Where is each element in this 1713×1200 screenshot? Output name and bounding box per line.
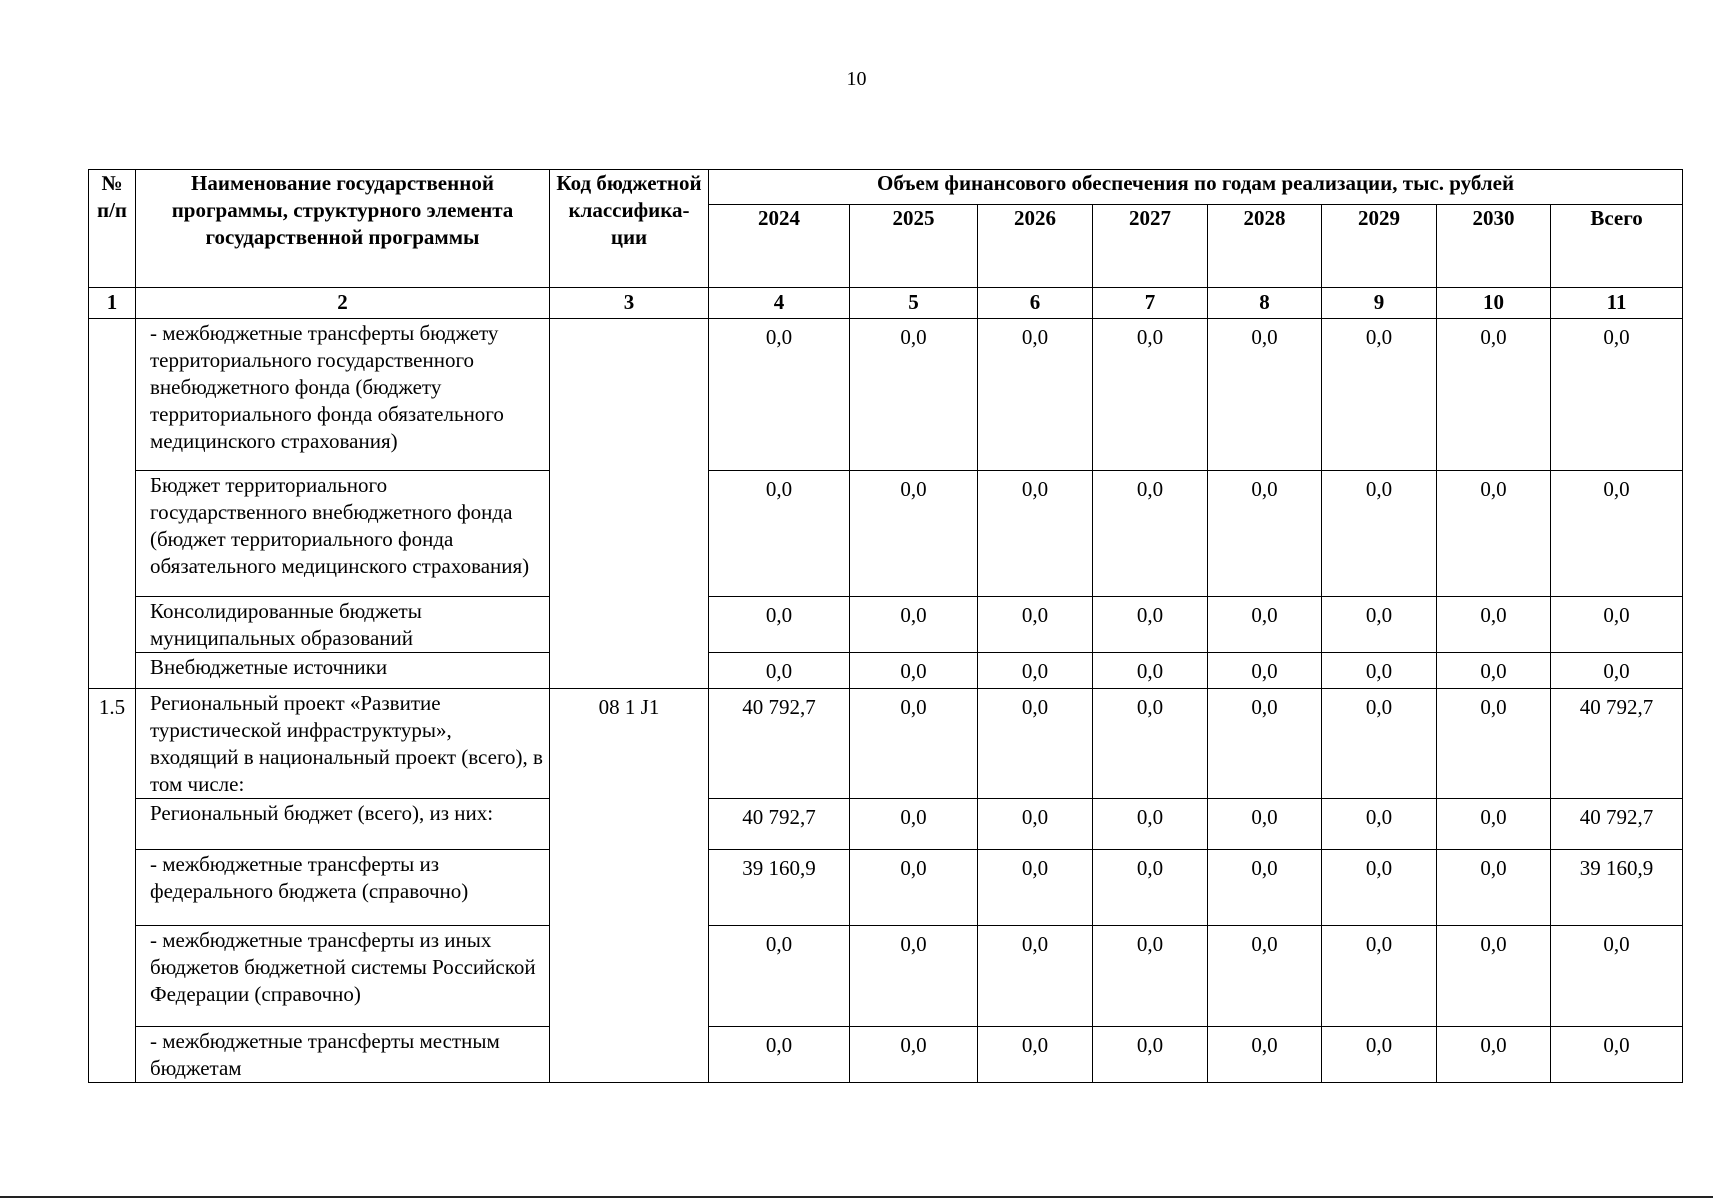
- row-number: [89, 319, 136, 689]
- row-name: Внебюджетные источники: [136, 653, 550, 689]
- table-row: [89, 653, 1683, 689]
- table-row: [89, 689, 1683, 799]
- value-cell: 0,0: [1093, 597, 1208, 653]
- value-cell: 0,0: [1208, 850, 1322, 926]
- column-index-row: [89, 288, 1683, 319]
- page-bottom-rule: [0, 1196, 1713, 1198]
- value-cell: 0,0: [1208, 597, 1322, 653]
- value-cell: 0,0: [1437, 597, 1551, 653]
- value-cell: 0,0: [709, 926, 850, 1027]
- column-index-5: 6: [978, 288, 1093, 319]
- value-cell: 0,0: [1437, 850, 1551, 926]
- header-year-5: 2029: [1322, 205, 1437, 288]
- row-name: Региональный проект «Развитие туристической инфраструктуры», входящий в национальный проект (всего), в том числе:: [136, 689, 550, 799]
- value-cell: 0,0: [1437, 319, 1551, 471]
- value-cell: 0,0: [1093, 319, 1208, 471]
- value-cell: 0,0: [978, 689, 1093, 799]
- value-cell: 0,0: [978, 471, 1093, 597]
- value-cell: 0,0: [850, 597, 978, 653]
- value-cell: 39 160,9: [1551, 850, 1683, 926]
- column-index-9: 10: [1437, 288, 1551, 319]
- value-cell: 0,0: [1322, 799, 1437, 850]
- header-col-volume: Объем финансового обеспечения по годам реализации, тыс. рублей: [709, 170, 1683, 205]
- value-cell: 0,0: [1208, 319, 1322, 471]
- value-cell: 0,0: [850, 1027, 978, 1083]
- value-cell: 0,0: [1093, 799, 1208, 850]
- value-cell: 0,0: [978, 319, 1093, 471]
- value-cell: 0,0: [850, 850, 978, 926]
- header-year-7: Всего: [1551, 205, 1683, 288]
- column-index-6: 7: [1093, 288, 1208, 319]
- financing-table: [88, 169, 1683, 1083]
- row-name: Консолидированные бюджеты муниципальных образований: [136, 597, 550, 653]
- value-cell: 0,0: [850, 799, 978, 850]
- table-row: [89, 799, 1683, 850]
- value-cell: 0,0: [978, 850, 1093, 926]
- value-cell: 0,0: [978, 926, 1093, 1027]
- row-name: - межбюджетные трансферты бюджету территориального государственного внебюджетного фонда (бюджету территориального фонда обязательного медицинского страхования): [136, 319, 550, 471]
- column-index-7: 8: [1208, 288, 1322, 319]
- header-year-4: 2028: [1208, 205, 1322, 288]
- row-name: Бюджет территориального государственного внебюджетного фонда (бюджет территориального фонда обязательного медицинского страхования): [136, 471, 550, 597]
- value-cell: 0,0: [1551, 597, 1683, 653]
- value-cell: 0,0: [1551, 1027, 1683, 1083]
- value-cell: 0,0: [1322, 471, 1437, 597]
- value-cell: 0,0: [1437, 1027, 1551, 1083]
- table-row: [89, 926, 1683, 1027]
- value-cell: 40 792,7: [1551, 689, 1683, 799]
- value-cell: 0,0: [1208, 653, 1322, 689]
- column-index-2: 3: [550, 288, 709, 319]
- column-index-10: 11: [1551, 288, 1683, 319]
- value-cell: 40 792,7: [709, 799, 850, 850]
- value-cell: 0,0: [850, 653, 978, 689]
- value-cell: 0,0: [1208, 689, 1322, 799]
- value-cell: 0,0: [1208, 471, 1322, 597]
- column-index-0: 1: [89, 288, 136, 319]
- table-row: [89, 850, 1683, 926]
- header-col-code: Код бюджетной классифика-ции: [550, 170, 709, 288]
- value-cell: 0,0: [978, 597, 1093, 653]
- value-cell: 0,0: [1093, 653, 1208, 689]
- row-name: Региональный бюджет (всего), из них:: [136, 799, 550, 850]
- value-cell: 0,0: [1322, 653, 1437, 689]
- value-cell: 0,0: [709, 471, 850, 597]
- value-cell: 0,0: [1437, 799, 1551, 850]
- header-year-0: 2024: [709, 205, 850, 288]
- header-year-1: 2025: [850, 205, 978, 288]
- value-cell: 0,0: [1322, 689, 1437, 799]
- table-row: [89, 319, 1683, 471]
- column-index-4: 5: [850, 288, 978, 319]
- header-year-3: 2027: [1093, 205, 1208, 288]
- row-number: 1.5: [89, 689, 136, 1083]
- value-cell: 0,0: [709, 1027, 850, 1083]
- value-cell: 0,0: [978, 1027, 1093, 1083]
- value-cell: 0,0: [1093, 1027, 1208, 1083]
- value-cell: 0,0: [1208, 926, 1322, 1027]
- value-cell: 0,0: [709, 653, 850, 689]
- value-cell: 0,0: [1551, 471, 1683, 597]
- header-col-no: № п/п: [89, 170, 136, 288]
- value-cell: 0,0: [1322, 926, 1437, 1027]
- value-cell: 0,0: [850, 689, 978, 799]
- header-year-6: 2030: [1437, 205, 1551, 288]
- value-cell: 0,0: [1322, 319, 1437, 471]
- header-col-name: Наименование государственной программы, структурного элемента государственной программы: [136, 170, 550, 288]
- value-cell: 0,0: [1322, 850, 1437, 926]
- value-cell: 0,0: [1551, 926, 1683, 1027]
- value-cell: 0,0: [1437, 926, 1551, 1027]
- value-cell: 40 792,7: [1551, 799, 1683, 850]
- value-cell: 0,0: [1093, 850, 1208, 926]
- value-cell: 0,0: [978, 799, 1093, 850]
- value-cell: 0,0: [1322, 597, 1437, 653]
- value-cell: 0,0: [1208, 799, 1322, 850]
- column-index-1: 2: [136, 288, 550, 319]
- value-cell: 0,0: [1322, 1027, 1437, 1083]
- column-index-8: 9: [1322, 288, 1437, 319]
- value-cell: 0,0: [709, 597, 850, 653]
- table-row: [89, 471, 1683, 597]
- value-cell: 0,0: [850, 319, 978, 471]
- row-name: - межбюджетные трансферты местным бюджетам: [136, 1027, 550, 1083]
- value-cell: 0,0: [1551, 319, 1683, 471]
- value-cell: 0,0: [978, 653, 1093, 689]
- budget-code: [550, 319, 709, 689]
- value-cell: 0,0: [1093, 926, 1208, 1027]
- header-row-1: [89, 170, 1683, 205]
- value-cell: 40 792,7: [709, 689, 850, 799]
- value-cell: 0,0: [1093, 689, 1208, 799]
- value-cell: 0,0: [1208, 1027, 1322, 1083]
- budget-code: 08 1 J1: [550, 689, 709, 1083]
- row-name: - межбюджетные трансферты из федерального бюджета (справочно): [136, 850, 550, 926]
- page-number: 10: [846, 68, 867, 90]
- value-cell: 0,0: [850, 926, 978, 1027]
- value-cell: 0,0: [1093, 471, 1208, 597]
- table-row: [89, 597, 1683, 653]
- value-cell: 39 160,9: [709, 850, 850, 926]
- value-cell: 0,0: [1437, 471, 1551, 597]
- value-cell: 0,0: [709, 319, 850, 471]
- header-year-2: 2026: [978, 205, 1093, 288]
- value-cell: 0,0: [1437, 653, 1551, 689]
- value-cell: 0,0: [1437, 689, 1551, 799]
- table-row: [89, 1027, 1683, 1083]
- row-name: - межбюджетные трансферты из иных бюджетов бюджетной системы Российской Федерации (справочно): [136, 926, 550, 1027]
- value-cell: 0,0: [850, 471, 978, 597]
- value-cell: 0,0: [1551, 653, 1683, 689]
- column-index-3: 4: [709, 288, 850, 319]
